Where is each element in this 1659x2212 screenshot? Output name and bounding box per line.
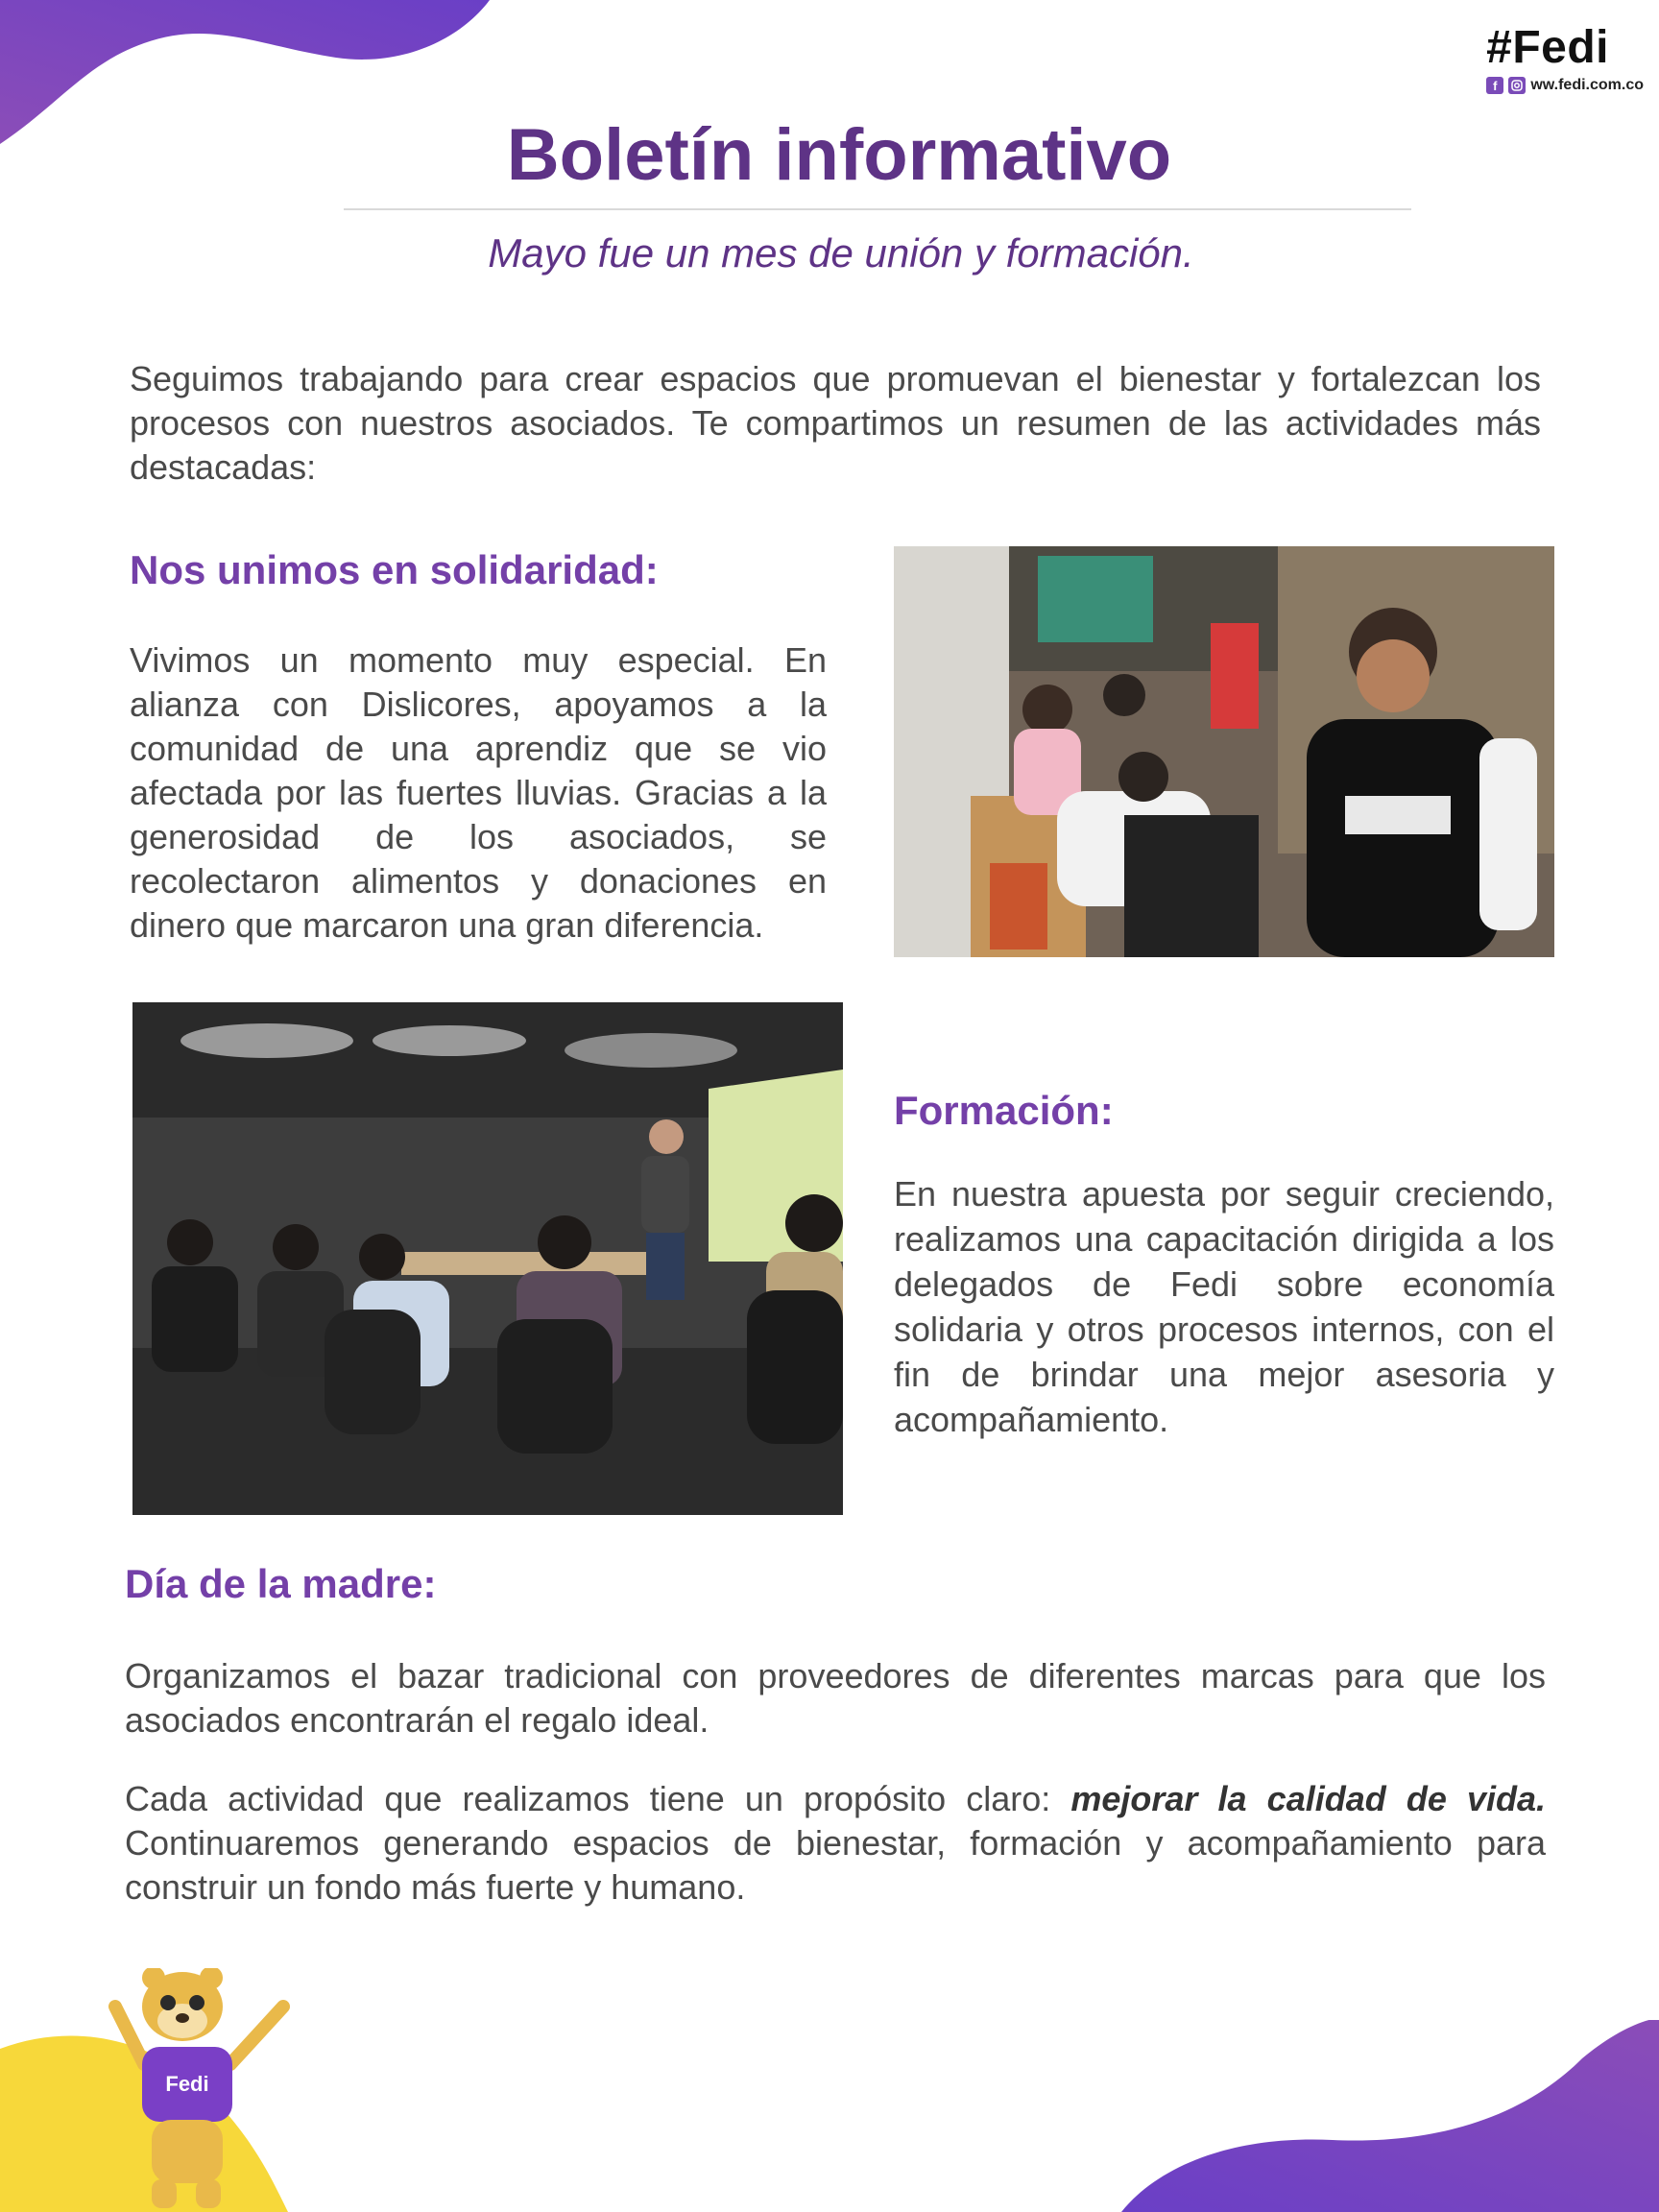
closing-paragraph <box>125 1777 1546 1910</box>
section-heading-formacion: Formación: <box>894 1088 1114 1133</box>
section-text-madre: Organizamos el bazar tradicional con proveedores de diferentes marcas para que los asociados encontrarán el regalo ideal. <box>125 1656 1546 1740</box>
brand-contact-row <box>1486 77 1644 94</box>
section-text-solidaridad: Vivimos un momento muy especial. En alianza con Dislicores, apoyamos a la comunidad de una aprendiz que se vio afectada por las fuertes lluvias. Gracias a la generosidad de los asociados, se recolectaron alimentos y donaciones en dinero que marcaron una gran diferencia. <box>130 640 827 945</box>
closing-emphasis: mejorar la calidad de vida. <box>1070 1779 1546 1818</box>
solidarity-photo <box>894 546 1554 957</box>
mascot-character <box>96 1968 298 2212</box>
page-title: Boletín informativo <box>506 114 1172 196</box>
section-heading-solidaridad: Nos unimos en solidaridad: <box>130 547 659 592</box>
decorative-wave-bottom <box>1121 2020 1659 2212</box>
section-text-formacion: En nuestra apuesta por seguir creciendo, realizamos una capacitación dirigida a los delegados de Fedi sobre economía solidaria y otros procesos internos, con el fin de brindar una mejor asesoria y acompañamiento. <box>894 1174 1554 1439</box>
title-divider <box>344 208 1411 210</box>
intro-paragraph: Seguimos trabajando para crear espacios que promuevan el bienestar y fortalezcan los procesos con nuestros asociados. Te compartimos un resumen de las actividades más destacadas: <box>130 359 1541 487</box>
closing-suffix: Continuaremos generando espacios de bienestar, formación y acompañamiento para construir un fondo más fuerte y humano. <box>125 1823 1546 1907</box>
closing-prefix: Cada actividad que realizamos tiene un propósito claro: <box>125 1779 1071 1818</box>
training-photo <box>132 1002 843 1515</box>
facebook-icon[interactable]: f <box>1486 77 1503 94</box>
website-link[interactable]: ww.fedi.com.co <box>1530 77 1644 93</box>
brand-hashtag: #Fedi <box>1486 22 1609 73</box>
instagram-icon[interactable] <box>1508 77 1526 94</box>
mascot-shirt-text: Fedi <box>165 2072 209 2096</box>
section-heading-madre: Día de la madre: <box>125 1561 437 1606</box>
page-subtitle: Mayo fue un mes de unión y formación. <box>488 230 1194 276</box>
